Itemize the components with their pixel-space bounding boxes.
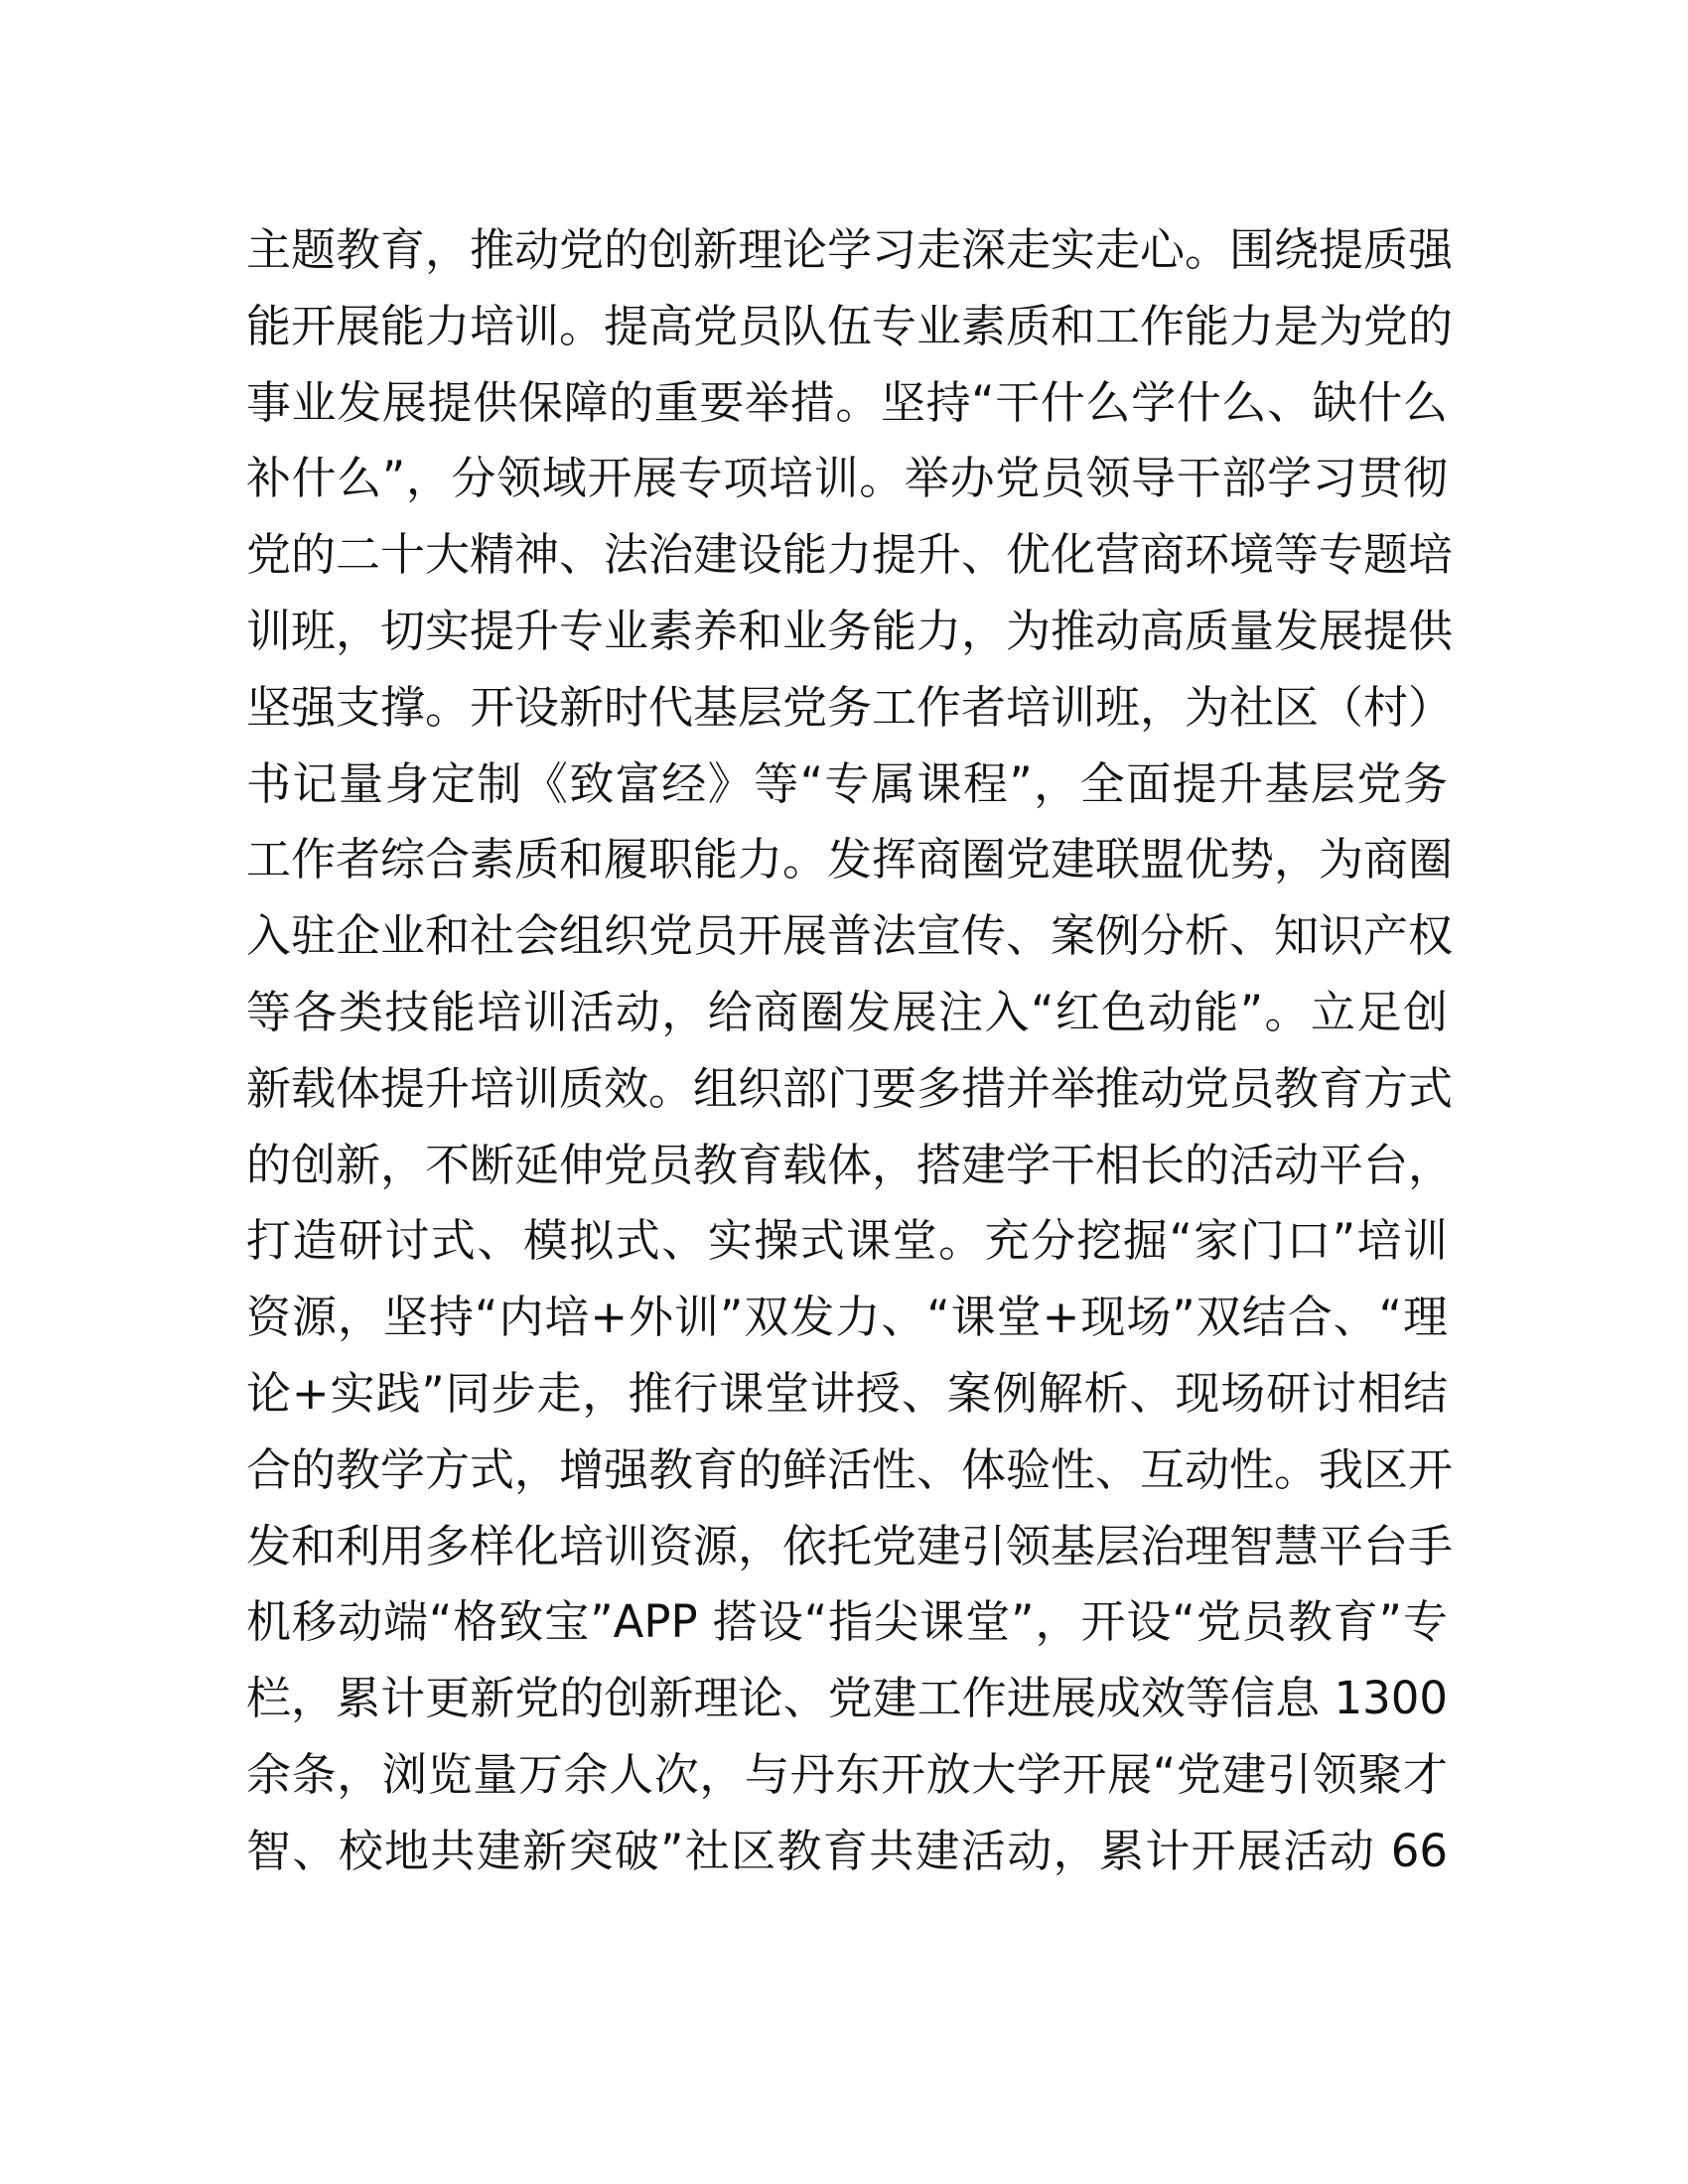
text-line: 等各类技能培训活动，给商圈发展注入“红色动能”。立足创	[246, 985, 1448, 1038]
text-line: 智、校地共建新突破”社区教育共建活动，累计开展活动 66	[246, 1824, 1448, 1877]
text-line: 栏，累计更新党的创新理论、党建工作进展成效等信息 1300	[246, 1672, 1448, 1725]
body-paragraph	[246, 212, 1454, 1890]
text-line: 余条，浏览量万余人次，与丹东开放大学开展“党建引领聚才	[246, 1747, 1448, 1801]
text-line: 新载体提升培训质效。组织部门要多措并举推动党员教育方式	[246, 1061, 1454, 1115]
text-line: 坚强支撑。开设新时代基层党务工作者培训班，为社区（村）	[246, 680, 1454, 734]
text-line: 补什么”，分领域开展专项培训。举办党员领导干部学习贯彻	[246, 452, 1448, 505]
text-line: 书记量身定制《致富经》等“专属课程”，全面提升基层党务	[246, 756, 1448, 810]
text-line: 工作者综合素质和履职能力。发挥商圈党建联盟优势，为商圈	[246, 833, 1454, 887]
text-line: 论+实践”同步走，推行课堂讲授、案例解析、现场研讨相结	[246, 1366, 1448, 1420]
text-line: 合的教学方式，增强教育的鲜活性、体验性、互动性。我区开	[246, 1442, 1454, 1496]
text-line: 能开展能力培训。提高党员队伍专业素质和工作能力是为党的	[246, 299, 1454, 352]
text-line: 机移动端“格致宝”APP 搭设“指尖课堂”，开设“党员教育”专	[246, 1595, 1448, 1649]
text-line: 资源，坚持“内培+外训”双发力、“课堂+现场”双结合、“理	[246, 1291, 1448, 1344]
text-line: 的创新，不断延伸党员教育载体，搭建学干相长的活动平台，	[246, 1138, 1454, 1191]
text-line: 事业发展提供保障的重要举措。坚持“干什么学什么、缺什么	[246, 375, 1448, 429]
text-line: 训班，切实提升专业素养和业务能力，为推动高质量发展提供	[246, 604, 1454, 657]
text-line: 主题教育，推动党的创新理论学习走深走实走心。围绕提质强	[246, 223, 1454, 276]
text-line: 发和利用多样化培训资源，依托党建引领基层治理智慧平台手	[246, 1519, 1454, 1572]
text-line: 党的二十大精神、法治建设能力提升、优化营商环境等专题培	[246, 528, 1454, 582]
text-line: 打造研讨式、模拟式、实操式课堂。充分挖掘“家门口”培训	[246, 1214, 1448, 1268]
text-line: 入驻企业和社会组织党员开展普法宣传、案例分析、知识产权	[246, 909, 1454, 963]
